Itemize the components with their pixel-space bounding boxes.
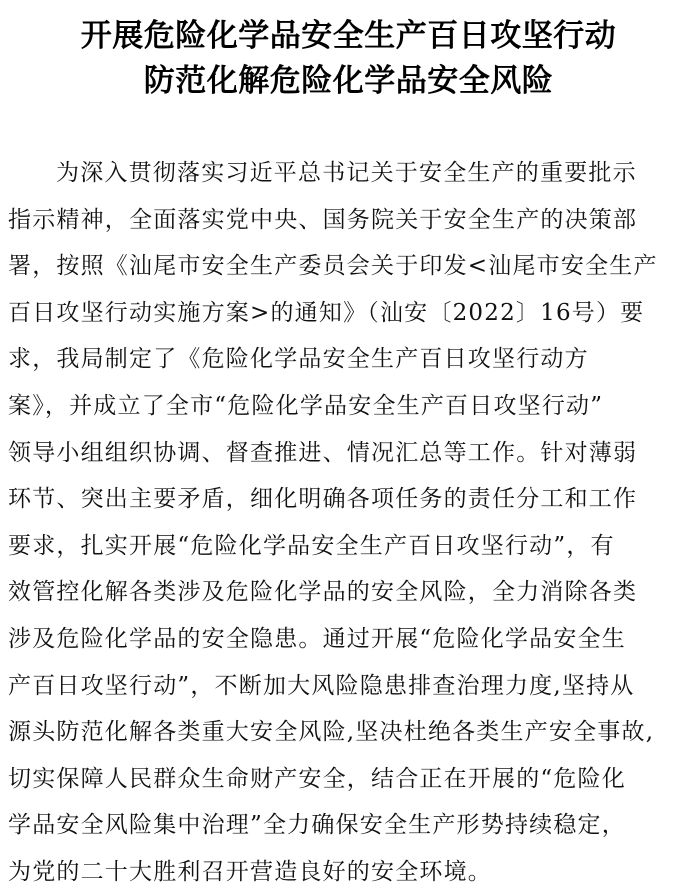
title-line-1: 开展危险化学品安全生产百日攻坚行动 [80,18,617,54]
body-line: 指示精神，全面落实党中央、国务院关于安全生产的决策部 [8,206,638,233]
body-line: 案》，并成立了全市“危险化学品安全生产百日攻坚行动” [8,392,604,419]
body-line: 效管控化解各类涉及危险化学品的安全风险，全力消除各类 [8,579,638,606]
body-line: 切实保障人民群众生命财产安全，结合正在开展的“危险化 [8,765,626,792]
body-line: 源头防范化解各类重大安全风险,坚决杜绝各类生产安全事故, [8,719,655,746]
body-line: 涉及危险化学品的安全隐患。通过开展“危险化学品安全生 [8,625,626,652]
body-line: 学品安全风险集中治理”全力确保安全生产形势持续稳定， [8,812,626,839]
body-line: 求，我局制定了《危险化学品安全生产百日攻坚行动方 [8,346,589,373]
body-line: 为党的二十大胜利召开营造良好的安全环境。 [8,858,492,885]
body-line: 环节、突出主要矛盾，细化明确各项任务的责任分工和工作 [8,486,638,513]
body-paragraph [8,150,697,896]
body-line: 为深入贯彻落实习近平总书记关于安全生产的重要批示 [56,160,637,186]
title-line-2: 防范化解危险化学品安全风险 [143,63,554,99]
body-line: 署，按照《汕尾市安全生产委员会关于印发<汕尾市安全生产 [8,253,658,280]
body-line: 要求，扎实开展“危险化学品安全生产百日攻坚行动”，有 [8,532,615,559]
body-line: 百日攻坚行动实施方案>的通知》（汕安〔2022〕16号）要 [8,299,645,326]
body-line: 领导小组组织协调、督查推进、情况汇总等工作。针对薄弱 [8,439,638,466]
body-line: 产百日攻坚行动”，不断加大风险隐患排查治理力度,坚持从 [8,672,635,699]
